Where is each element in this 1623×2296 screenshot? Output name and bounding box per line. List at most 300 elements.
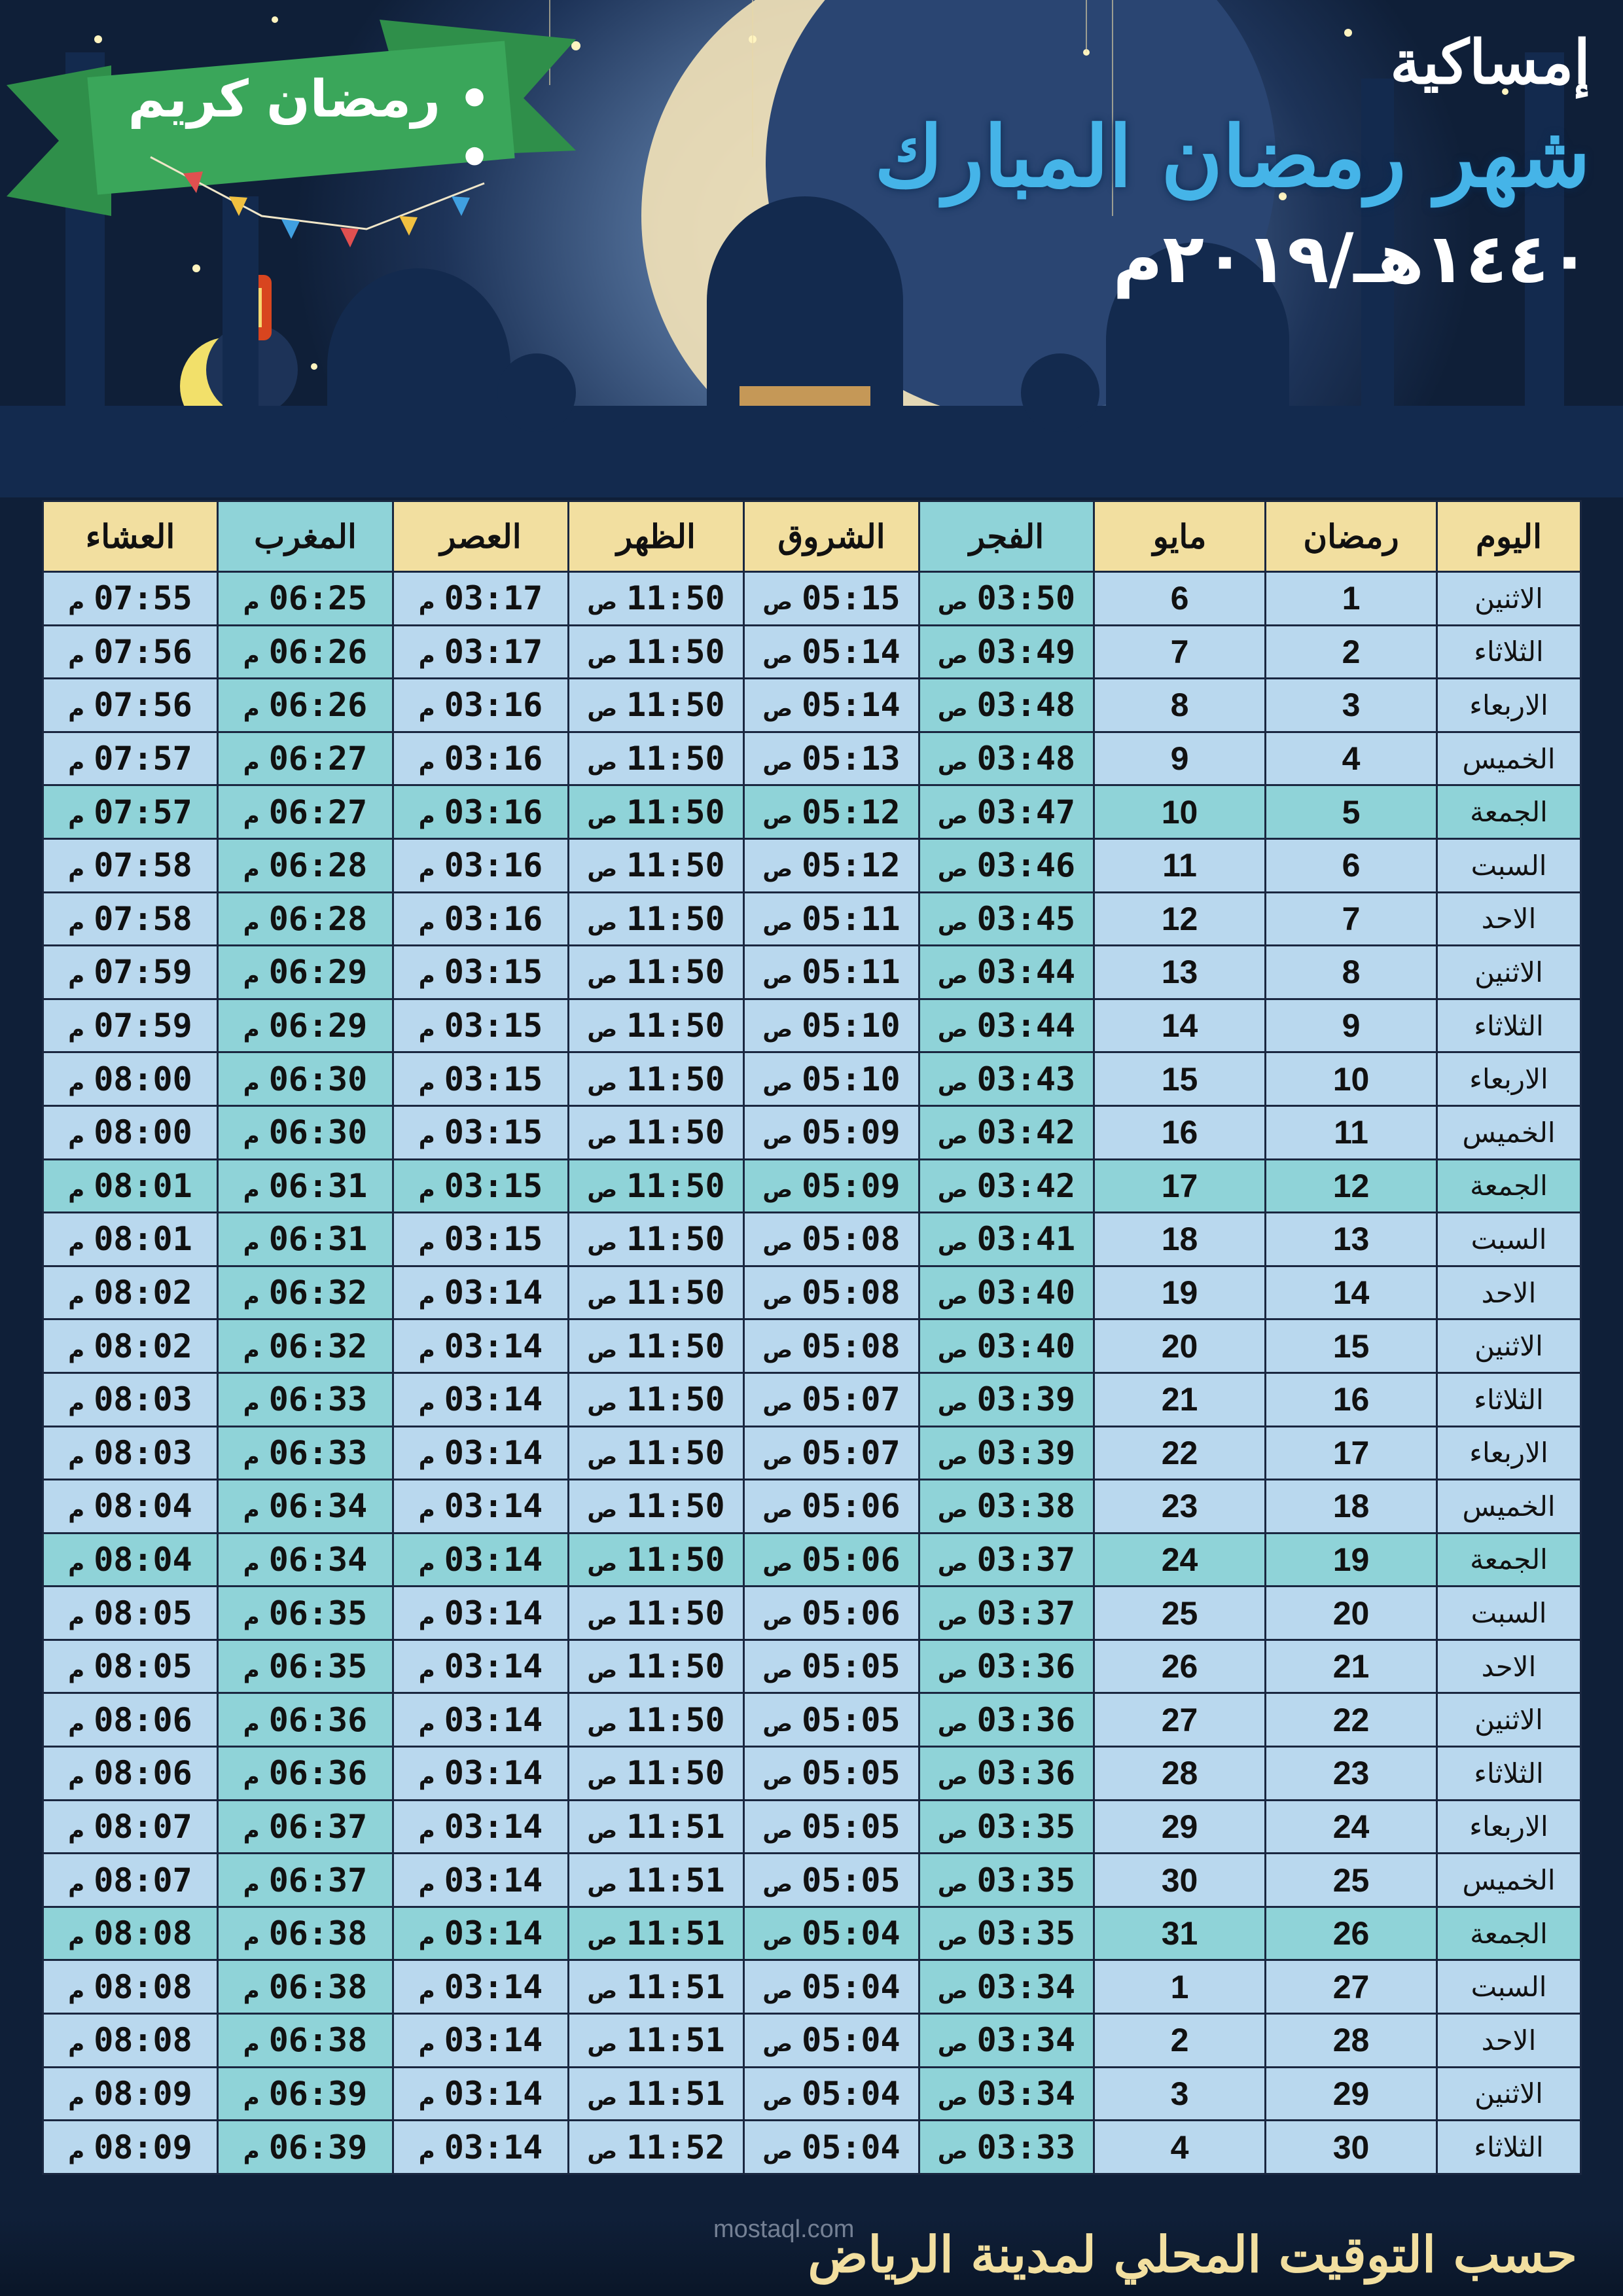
am-pm-marker: م bbox=[243, 1710, 260, 1737]
am-pm-marker: م bbox=[418, 749, 435, 776]
cell-maghrib bbox=[218, 1587, 393, 1640]
cell-isha bbox=[43, 732, 218, 785]
cell-maghrib bbox=[218, 1480, 393, 1534]
time-value: 07:59 bbox=[94, 953, 192, 992]
am-pm-marker: م bbox=[243, 1069, 260, 1096]
cell-dhuhr bbox=[569, 1587, 744, 1640]
time-value: 05:05 bbox=[802, 1861, 901, 1899]
table-row bbox=[43, 732, 1581, 785]
cell-fajr bbox=[919, 1052, 1094, 1106]
am-pm-marker: ص bbox=[587, 1176, 618, 1203]
cell-fajr bbox=[919, 2121, 1094, 2174]
time-value: 03:44 bbox=[976, 1007, 1076, 1045]
cell-ramadan-day: 30 bbox=[1266, 2121, 1437, 2174]
cell-shuruq bbox=[744, 1533, 919, 1587]
cell-ramadan-day: 15 bbox=[1266, 1319, 1437, 1373]
am-pm-marker: م bbox=[243, 1443, 260, 1470]
cell-fajr bbox=[919, 732, 1094, 785]
time-value: 06:39 bbox=[268, 2074, 368, 2113]
time-value: 06:35 bbox=[268, 1594, 368, 1632]
time-value: 03:15 bbox=[444, 953, 543, 992]
time-value: 11:50 bbox=[626, 632, 725, 671]
am-pm-marker: م bbox=[418, 642, 435, 669]
time-value: 11:50 bbox=[626, 1166, 725, 1205]
cell-isha bbox=[43, 1747, 218, 1801]
cell-dhuhr bbox=[569, 999, 744, 1052]
am-pm-marker: م bbox=[243, 589, 260, 616]
time-value: 07:56 bbox=[94, 686, 192, 725]
am-pm-marker: م bbox=[418, 696, 435, 723]
am-pm-marker: م bbox=[68, 1123, 85, 1150]
time-value: 06:34 bbox=[268, 1540, 368, 1579]
cell-maghrib bbox=[218, 1213, 393, 1266]
time-value: 03:14 bbox=[444, 1327, 543, 1365]
time-value: 06:38 bbox=[268, 1967, 368, 2006]
time-value: 03:46 bbox=[976, 846, 1076, 885]
cell-ramadan-day: 2 bbox=[1266, 625, 1437, 679]
am-pm-marker: م bbox=[243, 856, 260, 883]
cell-may-date: 21 bbox=[1094, 1372, 1266, 1426]
cell-maghrib bbox=[218, 999, 393, 1052]
cell-may-date: 6 bbox=[1094, 572, 1266, 626]
cell-may-date: 29 bbox=[1094, 1800, 1266, 1854]
am-pm-marker: م bbox=[68, 1871, 85, 1897]
time-value: 11:50 bbox=[626, 953, 725, 992]
time-value: 11:50 bbox=[626, 846, 725, 885]
am-pm-marker: ص bbox=[937, 1710, 968, 1737]
hero-banner bbox=[0, 0, 1623, 497]
table-row bbox=[43, 1800, 1581, 1854]
table-row bbox=[43, 1960, 1581, 2014]
header-dhuhr: الظهر bbox=[569, 501, 744, 572]
cell-ramadan-day: 29 bbox=[1266, 2067, 1437, 2121]
am-pm-marker: م bbox=[68, 909, 85, 936]
cell-ramadan-day: 10 bbox=[1266, 1052, 1437, 1106]
cell-maghrib bbox=[218, 679, 393, 732]
am-pm-marker: ص bbox=[937, 1336, 968, 1363]
cell-may-date: 13 bbox=[1094, 946, 1266, 999]
time-value: 05:09 bbox=[802, 1113, 901, 1152]
cell-shuruq bbox=[744, 1319, 919, 1373]
cell-dhuhr bbox=[569, 1800, 744, 1854]
time-value: 05:10 bbox=[802, 1007, 901, 1045]
am-pm-marker: م bbox=[418, 1230, 435, 1257]
time-value: 03:42 bbox=[976, 1166, 1076, 1205]
page-title-imsakiya: إمساكية bbox=[1390, 27, 1590, 98]
am-pm-marker: ص bbox=[762, 1497, 793, 1524]
am-pm-marker: م bbox=[243, 696, 260, 723]
cell-fajr bbox=[919, 679, 1094, 732]
cell-asr bbox=[393, 838, 569, 892]
am-pm-marker: م bbox=[243, 1550, 260, 1577]
am-pm-marker: م bbox=[243, 1977, 260, 2004]
time-value: 05:04 bbox=[802, 2021, 901, 2060]
am-pm-marker: م bbox=[418, 1710, 435, 1737]
am-pm-marker: ص bbox=[762, 1016, 793, 1043]
table-row bbox=[43, 1693, 1581, 1747]
am-pm-marker: ص bbox=[762, 749, 793, 776]
cell-ramadan-day: 7 bbox=[1266, 892, 1437, 946]
time-value: 11:50 bbox=[626, 1433, 725, 1472]
am-pm-marker: ص bbox=[937, 1550, 968, 1577]
am-pm-marker: م bbox=[68, 1817, 85, 1844]
time-value: 11:50 bbox=[626, 740, 725, 778]
time-value: 08:05 bbox=[94, 1647, 192, 1686]
time-value: 03:47 bbox=[976, 793, 1076, 831]
am-pm-marker: م bbox=[68, 1657, 85, 1684]
time-value: 11:50 bbox=[626, 1380, 725, 1419]
am-pm-marker: ص bbox=[762, 1764, 793, 1791]
cell-day: الاثنين bbox=[1437, 1693, 1581, 1747]
time-value: 08:04 bbox=[94, 1540, 192, 1579]
am-pm-marker: م bbox=[243, 1390, 260, 1417]
time-value: 05:04 bbox=[802, 1914, 901, 1953]
am-pm-marker: ص bbox=[762, 1283, 793, 1310]
cell-fajr bbox=[919, 946, 1094, 999]
time-value: 06:26 bbox=[268, 686, 368, 725]
time-value: 03:35 bbox=[976, 1807, 1076, 1846]
time-value: 06:35 bbox=[268, 1647, 368, 1686]
cell-may-date: 22 bbox=[1094, 1426, 1266, 1480]
cell-maghrib bbox=[218, 1266, 393, 1319]
am-pm-marker: ص bbox=[587, 1657, 618, 1684]
cell-maghrib bbox=[218, 1533, 393, 1587]
cell-ramadan-day: 26 bbox=[1266, 1907, 1437, 1960]
am-pm-marker: ص bbox=[587, 2138, 618, 2164]
cell-ramadan-day: 6 bbox=[1266, 838, 1437, 892]
am-pm-marker: م bbox=[418, 909, 435, 936]
cell-may-date: 23 bbox=[1094, 1480, 1266, 1534]
time-value: 06:33 bbox=[268, 1380, 368, 1419]
cell-isha bbox=[43, 625, 218, 679]
cell-maghrib bbox=[218, 572, 393, 626]
cell-day: الثلاثاء bbox=[1437, 1372, 1581, 1426]
cell-maghrib bbox=[218, 1907, 393, 1960]
am-pm-marker: ص bbox=[762, 1390, 793, 1417]
am-pm-marker: ص bbox=[937, 1443, 968, 1470]
cell-shuruq bbox=[744, 732, 919, 785]
am-pm-marker: م bbox=[68, 1283, 85, 1310]
time-value: 03:14 bbox=[444, 2074, 543, 2113]
time-value: 11:50 bbox=[626, 1113, 725, 1152]
am-pm-marker: ص bbox=[587, 1924, 618, 1951]
time-value: 11:51 bbox=[626, 2074, 725, 2113]
time-value: 03:50 bbox=[976, 579, 1076, 618]
cell-isha bbox=[43, 1266, 218, 1319]
watermark: mostaql.com bbox=[713, 2215, 855, 2243]
time-value: 06:31 bbox=[268, 1166, 368, 1205]
am-pm-marker: م bbox=[418, 856, 435, 883]
table-row bbox=[43, 1747, 1581, 1801]
cell-ramadan-day: 20 bbox=[1266, 1587, 1437, 1640]
am-pm-marker: ص bbox=[587, 1336, 618, 1363]
cell-may-date: 12 bbox=[1094, 892, 1266, 946]
cell-fajr bbox=[919, 1800, 1094, 1854]
cell-ramadan-day: 3 bbox=[1266, 679, 1437, 732]
am-pm-marker: م bbox=[68, 1176, 85, 1203]
header-fajr: الفجر bbox=[919, 501, 1094, 572]
cell-isha bbox=[43, 1587, 218, 1640]
time-value: 03:34 bbox=[976, 1967, 1076, 2006]
cell-ramadan-day: 8 bbox=[1266, 946, 1437, 999]
am-pm-marker: م bbox=[418, 2031, 435, 2058]
cell-asr bbox=[393, 1960, 569, 2014]
cell-dhuhr bbox=[569, 1052, 744, 1106]
cell-day: الاربعاء bbox=[1437, 1052, 1581, 1106]
cell-may-date: 27 bbox=[1094, 1693, 1266, 1747]
time-value: 06:27 bbox=[268, 740, 368, 778]
time-value: 03:17 bbox=[444, 632, 543, 671]
cell-shuruq bbox=[744, 2014, 919, 2068]
cell-asr bbox=[393, 1213, 569, 1266]
am-pm-marker: م bbox=[68, 1710, 85, 1737]
cell-isha bbox=[43, 1319, 218, 1373]
time-value: 03:16 bbox=[444, 899, 543, 938]
cell-dhuhr bbox=[569, 1960, 744, 2014]
cell-isha bbox=[43, 679, 218, 732]
am-pm-marker: ص bbox=[937, 856, 968, 883]
time-value: 03:17 bbox=[444, 579, 543, 618]
am-pm-marker: ص bbox=[937, 1604, 968, 1630]
am-pm-marker: ص bbox=[762, 1176, 793, 1203]
cell-isha bbox=[43, 1052, 218, 1106]
cell-shuruq bbox=[744, 2121, 919, 2174]
time-value: 08:07 bbox=[94, 1807, 192, 1846]
cell-dhuhr bbox=[569, 625, 744, 679]
cell-may-date: 19 bbox=[1094, 1266, 1266, 1319]
time-value: 11:51 bbox=[626, 1807, 725, 1846]
time-value: 06:36 bbox=[268, 1754, 368, 1793]
am-pm-marker: م bbox=[418, 589, 435, 616]
cell-shuruq bbox=[744, 1747, 919, 1801]
time-value: 06:28 bbox=[268, 846, 368, 885]
cell-day: الاحد bbox=[1437, 1266, 1581, 1319]
cell-day: السبت bbox=[1437, 1213, 1581, 1266]
time-value: 03:16 bbox=[444, 846, 543, 885]
am-pm-marker: ص bbox=[937, 1176, 968, 1203]
am-pm-marker: م bbox=[68, 749, 85, 776]
am-pm-marker: م bbox=[418, 1123, 435, 1150]
am-pm-marker: م bbox=[68, 1390, 85, 1417]
cell-maghrib bbox=[218, 785, 393, 839]
am-pm-marker: م bbox=[68, 1230, 85, 1257]
time-value: 08:09 bbox=[94, 2074, 192, 2113]
am-pm-marker: م bbox=[243, 2138, 260, 2164]
time-value: 05:14 bbox=[802, 686, 901, 725]
cell-isha bbox=[43, 2067, 218, 2121]
time-value: 07:57 bbox=[94, 793, 192, 831]
am-pm-marker: ص bbox=[762, 963, 793, 990]
time-value: 05:05 bbox=[802, 1700, 901, 1739]
am-pm-marker: ص bbox=[587, 1604, 618, 1630]
cell-shuruq bbox=[744, 1640, 919, 1693]
cell-dhuhr bbox=[569, 1480, 744, 1534]
cell-ramadan-day: 14 bbox=[1266, 1266, 1437, 1319]
time-value: 03:48 bbox=[976, 686, 1076, 725]
cell-may-date: 24 bbox=[1094, 1533, 1266, 1587]
time-value: 11:50 bbox=[626, 686, 725, 725]
am-pm-marker: ص bbox=[587, 2031, 618, 2058]
am-pm-marker: ص bbox=[937, 1283, 968, 1310]
time-value: 03:14 bbox=[444, 1487, 543, 1526]
time-value: 06:36 bbox=[268, 1700, 368, 1739]
am-pm-marker: ص bbox=[762, 1977, 793, 2004]
cell-shuruq bbox=[744, 1693, 919, 1747]
am-pm-marker: ص bbox=[587, 1710, 618, 1737]
am-pm-marker: ص bbox=[762, 1123, 793, 1150]
cell-day: الاربعاء bbox=[1437, 1426, 1581, 1480]
cell-asr bbox=[393, 1266, 569, 1319]
am-pm-marker: م bbox=[418, 1764, 435, 1791]
cell-dhuhr bbox=[569, 1907, 744, 1960]
table-row bbox=[43, 1907, 1581, 1960]
am-pm-marker: م bbox=[243, 802, 260, 829]
am-pm-marker: م bbox=[418, 1497, 435, 1524]
am-pm-marker: ص bbox=[762, 1657, 793, 1684]
am-pm-marker: م bbox=[243, 1230, 260, 1257]
am-pm-marker: م bbox=[243, 1336, 260, 1363]
cell-fajr bbox=[919, 1907, 1094, 1960]
am-pm-marker: ص bbox=[587, 589, 618, 616]
cell-shuruq bbox=[744, 1907, 919, 1960]
time-value: 11:50 bbox=[626, 1594, 725, 1632]
cell-dhuhr bbox=[569, 1854, 744, 1907]
am-pm-marker: ص bbox=[937, 2084, 968, 2111]
time-value: 08:08 bbox=[94, 1967, 192, 2006]
time-value: 03:14 bbox=[444, 1754, 543, 1793]
table-row bbox=[43, 2121, 1581, 2174]
time-value: 03:40 bbox=[976, 1327, 1076, 1365]
time-value: 08:04 bbox=[94, 1487, 192, 1526]
cell-may-date: 11 bbox=[1094, 838, 1266, 892]
cell-maghrib bbox=[218, 2014, 393, 2068]
table-row bbox=[43, 1159, 1581, 1213]
time-value: 06:28 bbox=[268, 899, 368, 938]
cell-maghrib bbox=[218, 1693, 393, 1747]
am-pm-marker: م bbox=[68, 1443, 85, 1470]
cell-maghrib bbox=[218, 1747, 393, 1801]
cell-ramadan-day: 13 bbox=[1266, 1213, 1437, 1266]
am-pm-marker: م bbox=[418, 1283, 435, 1310]
time-value: 05:11 bbox=[802, 953, 901, 992]
cell-isha bbox=[43, 1533, 218, 1587]
time-value: 11:50 bbox=[626, 1274, 725, 1312]
cell-isha bbox=[43, 1693, 218, 1747]
am-pm-marker: ص bbox=[937, 909, 968, 936]
am-pm-marker: ص bbox=[937, 1069, 968, 1096]
am-pm-marker: ص bbox=[762, 642, 793, 669]
am-pm-marker: ص bbox=[587, 1443, 618, 1470]
am-pm-marker: م bbox=[243, 1604, 260, 1630]
cell-day: الاربعاء bbox=[1437, 679, 1581, 732]
cell-day: الخميس bbox=[1437, 1105, 1581, 1159]
time-value: 11:50 bbox=[626, 1007, 725, 1045]
time-value: 03:37 bbox=[976, 1540, 1076, 1579]
cell-day: السبت bbox=[1437, 1587, 1581, 1640]
am-pm-marker: م bbox=[68, 2084, 85, 2111]
am-pm-marker: م bbox=[68, 642, 85, 669]
am-pm-marker: ص bbox=[762, 2138, 793, 2164]
am-pm-marker: ص bbox=[762, 2031, 793, 2058]
cell-asr bbox=[393, 1159, 569, 1213]
time-value: 05:15 bbox=[802, 579, 901, 618]
table-row bbox=[43, 1480, 1581, 1534]
cell-fajr bbox=[919, 1640, 1094, 1693]
cell-may-date: 30 bbox=[1094, 1854, 1266, 1907]
time-value: 03:33 bbox=[976, 2128, 1076, 2166]
cell-asr bbox=[393, 1372, 569, 1426]
time-value: 08:00 bbox=[94, 1113, 192, 1152]
am-pm-marker: ص bbox=[587, 749, 618, 776]
time-value: 11:50 bbox=[626, 1327, 725, 1365]
cell-fajr bbox=[919, 1747, 1094, 1801]
cell-shuruq bbox=[744, 679, 919, 732]
cell-maghrib bbox=[218, 2067, 393, 2121]
time-value: 08:00 bbox=[94, 1060, 192, 1098]
cell-dhuhr bbox=[569, 1426, 744, 1480]
am-pm-marker: م bbox=[68, 1069, 85, 1096]
time-value: 06:29 bbox=[268, 953, 368, 992]
table-row bbox=[43, 946, 1581, 999]
cell-maghrib bbox=[218, 1960, 393, 2014]
time-value: 08:06 bbox=[94, 1700, 192, 1739]
cell-maghrib bbox=[218, 732, 393, 785]
am-pm-marker: ص bbox=[937, 1871, 968, 1897]
time-value: 03:36 bbox=[976, 1700, 1076, 1739]
cell-fajr bbox=[919, 1960, 1094, 2014]
cell-day: الثلاثاء bbox=[1437, 2121, 1581, 2174]
time-value: 05:11 bbox=[802, 899, 901, 938]
time-value: 03:14 bbox=[444, 1807, 543, 1846]
cell-ramadan-day: 1 bbox=[1266, 572, 1437, 626]
time-value: 05:08 bbox=[802, 1327, 901, 1365]
table-row bbox=[43, 1533, 1581, 1587]
am-pm-marker: م bbox=[243, 2084, 260, 2111]
cell-day: الثلاثاء bbox=[1437, 999, 1581, 1052]
cell-maghrib bbox=[218, 946, 393, 999]
cell-maghrib bbox=[218, 1426, 393, 1480]
table-row bbox=[43, 2014, 1581, 2068]
cell-day: الاثنين bbox=[1437, 2067, 1581, 2121]
cell-may-date: 31 bbox=[1094, 1907, 1266, 1960]
am-pm-marker: م bbox=[418, 1336, 435, 1363]
cell-shuruq bbox=[744, 1052, 919, 1106]
table-row bbox=[43, 625, 1581, 679]
footer-note: حسب التوقيت المحلي لمدينة الرياض bbox=[808, 2225, 1577, 2284]
time-value: 11:50 bbox=[626, 1487, 725, 1526]
cell-asr bbox=[393, 1693, 569, 1747]
time-value: 03:14 bbox=[444, 1380, 543, 1419]
time-value: 07:58 bbox=[94, 846, 192, 885]
page-title-year: ١٤٤٠هـ/٢٠١٩م bbox=[1113, 219, 1590, 298]
table-row bbox=[43, 892, 1581, 946]
am-pm-marker: ص bbox=[762, 1871, 793, 1897]
am-pm-marker: ص bbox=[937, 802, 968, 829]
am-pm-marker: م bbox=[68, 1497, 85, 1524]
cell-dhuhr bbox=[569, 1319, 744, 1373]
time-value: 03:15 bbox=[444, 1113, 543, 1152]
time-value: 05:10 bbox=[802, 1060, 901, 1098]
cell-may-date: 16 bbox=[1094, 1105, 1266, 1159]
am-pm-marker: م bbox=[418, 1871, 435, 1897]
cell-isha bbox=[43, 838, 218, 892]
time-value: 05:06 bbox=[802, 1487, 901, 1526]
am-pm-marker: م bbox=[68, 1977, 85, 2004]
am-pm-marker: م bbox=[243, 1657, 260, 1684]
am-pm-marker: ص bbox=[762, 856, 793, 883]
am-pm-marker: م bbox=[68, 1016, 85, 1043]
header-day: اليوم bbox=[1437, 501, 1581, 572]
